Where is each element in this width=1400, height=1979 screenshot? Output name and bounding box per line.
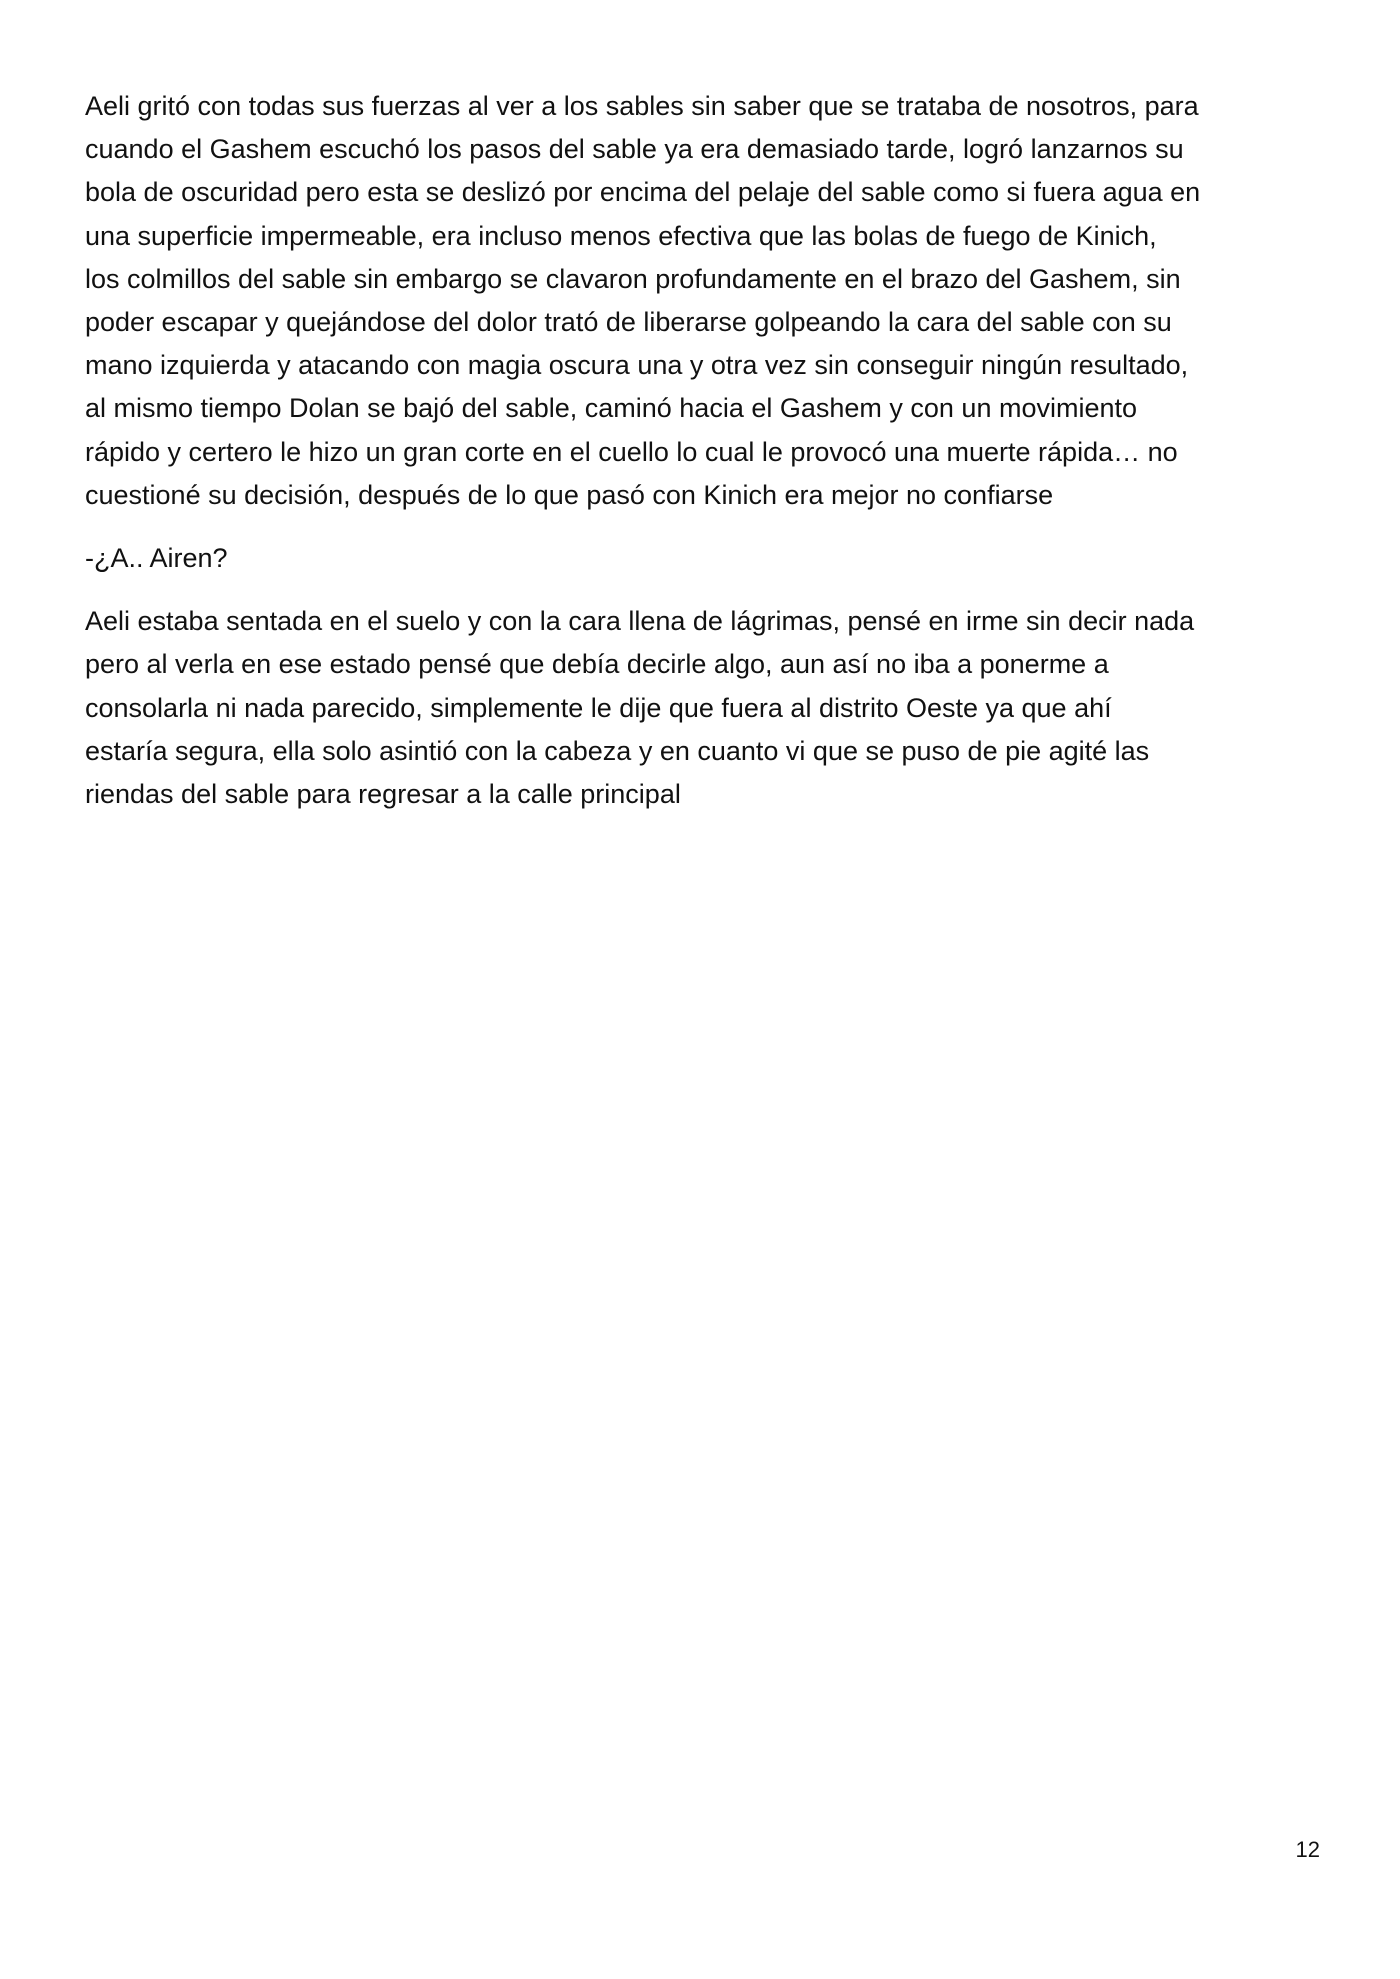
paragraph-3: [85, 600, 1317, 816]
body-text: [85, 85, 1317, 816]
text-line: Aeli estaba sentada en el suelo y con la cara llena de lágrimas, pensé en irme sin decir nada: [85, 606, 1195, 637]
text-line: rápido y certero le hizo un gran corte en el cuello lo cual le provocó una muerte rápida… no: [85, 436, 1178, 467]
text-line: pero al verla en ese estado pensé que debía decirle algo, aun así no iba a ponerme a: [85, 649, 1109, 680]
paragraph-2: [85, 537, 1317, 580]
page-number: 12: [1295, 1837, 1320, 1862]
dialogue-line: -¿A.. Airen?: [85, 543, 228, 574]
text-line: bola de oscuridad pero esta se deslizó por encima del pelaje del sable como si fuera agua en: [85, 177, 1201, 208]
text-line: riendas del sable para regresar a la calle principal: [85, 779, 681, 810]
text-line: cuando el Gashem escuchó los pasos del sable ya era demasiado tarde, logró lanzarnos su: [85, 134, 1184, 165]
text-line: estaría segura, ella solo asintió con la cabeza y en cuanto vi que se puso de pie agité las: [85, 735, 1150, 766]
text-line: cuestioné su decisión, después de lo que pasó con Kinich era mejor no confiarse: [85, 479, 1054, 510]
text-line: una superficie impermeable, era incluso menos efectiva que las bolas de fuego de Kinich,: [85, 220, 1157, 251]
text-line: consolarla ni nada parecido, simplemente le dije que fuera al distrito Oeste ya que ahí: [85, 692, 1112, 723]
paragraph-1: [85, 85, 1317, 517]
text-line: los colmillos del sable sin embargo se clavaron profundamente en el brazo del Gashem, sin: [85, 263, 1181, 294]
text-line: al mismo tiempo Dolan se bajó del sable, caminó hacia el Gashem y con un movimiento: [85, 393, 1138, 424]
text-line: mano izquierda y atacando con magia oscura una y otra vez sin conseguir ningún resultado,: [85, 350, 1189, 381]
text-line: Aeli gritó con todas sus fuerzas al ver a los sables sin saber que se trataba de nosotros, para: [85, 91, 1199, 121]
text-line: poder escapar y quejándose del dolor trató de liberarse golpeando la cara del sable con su: [85, 307, 1172, 338]
